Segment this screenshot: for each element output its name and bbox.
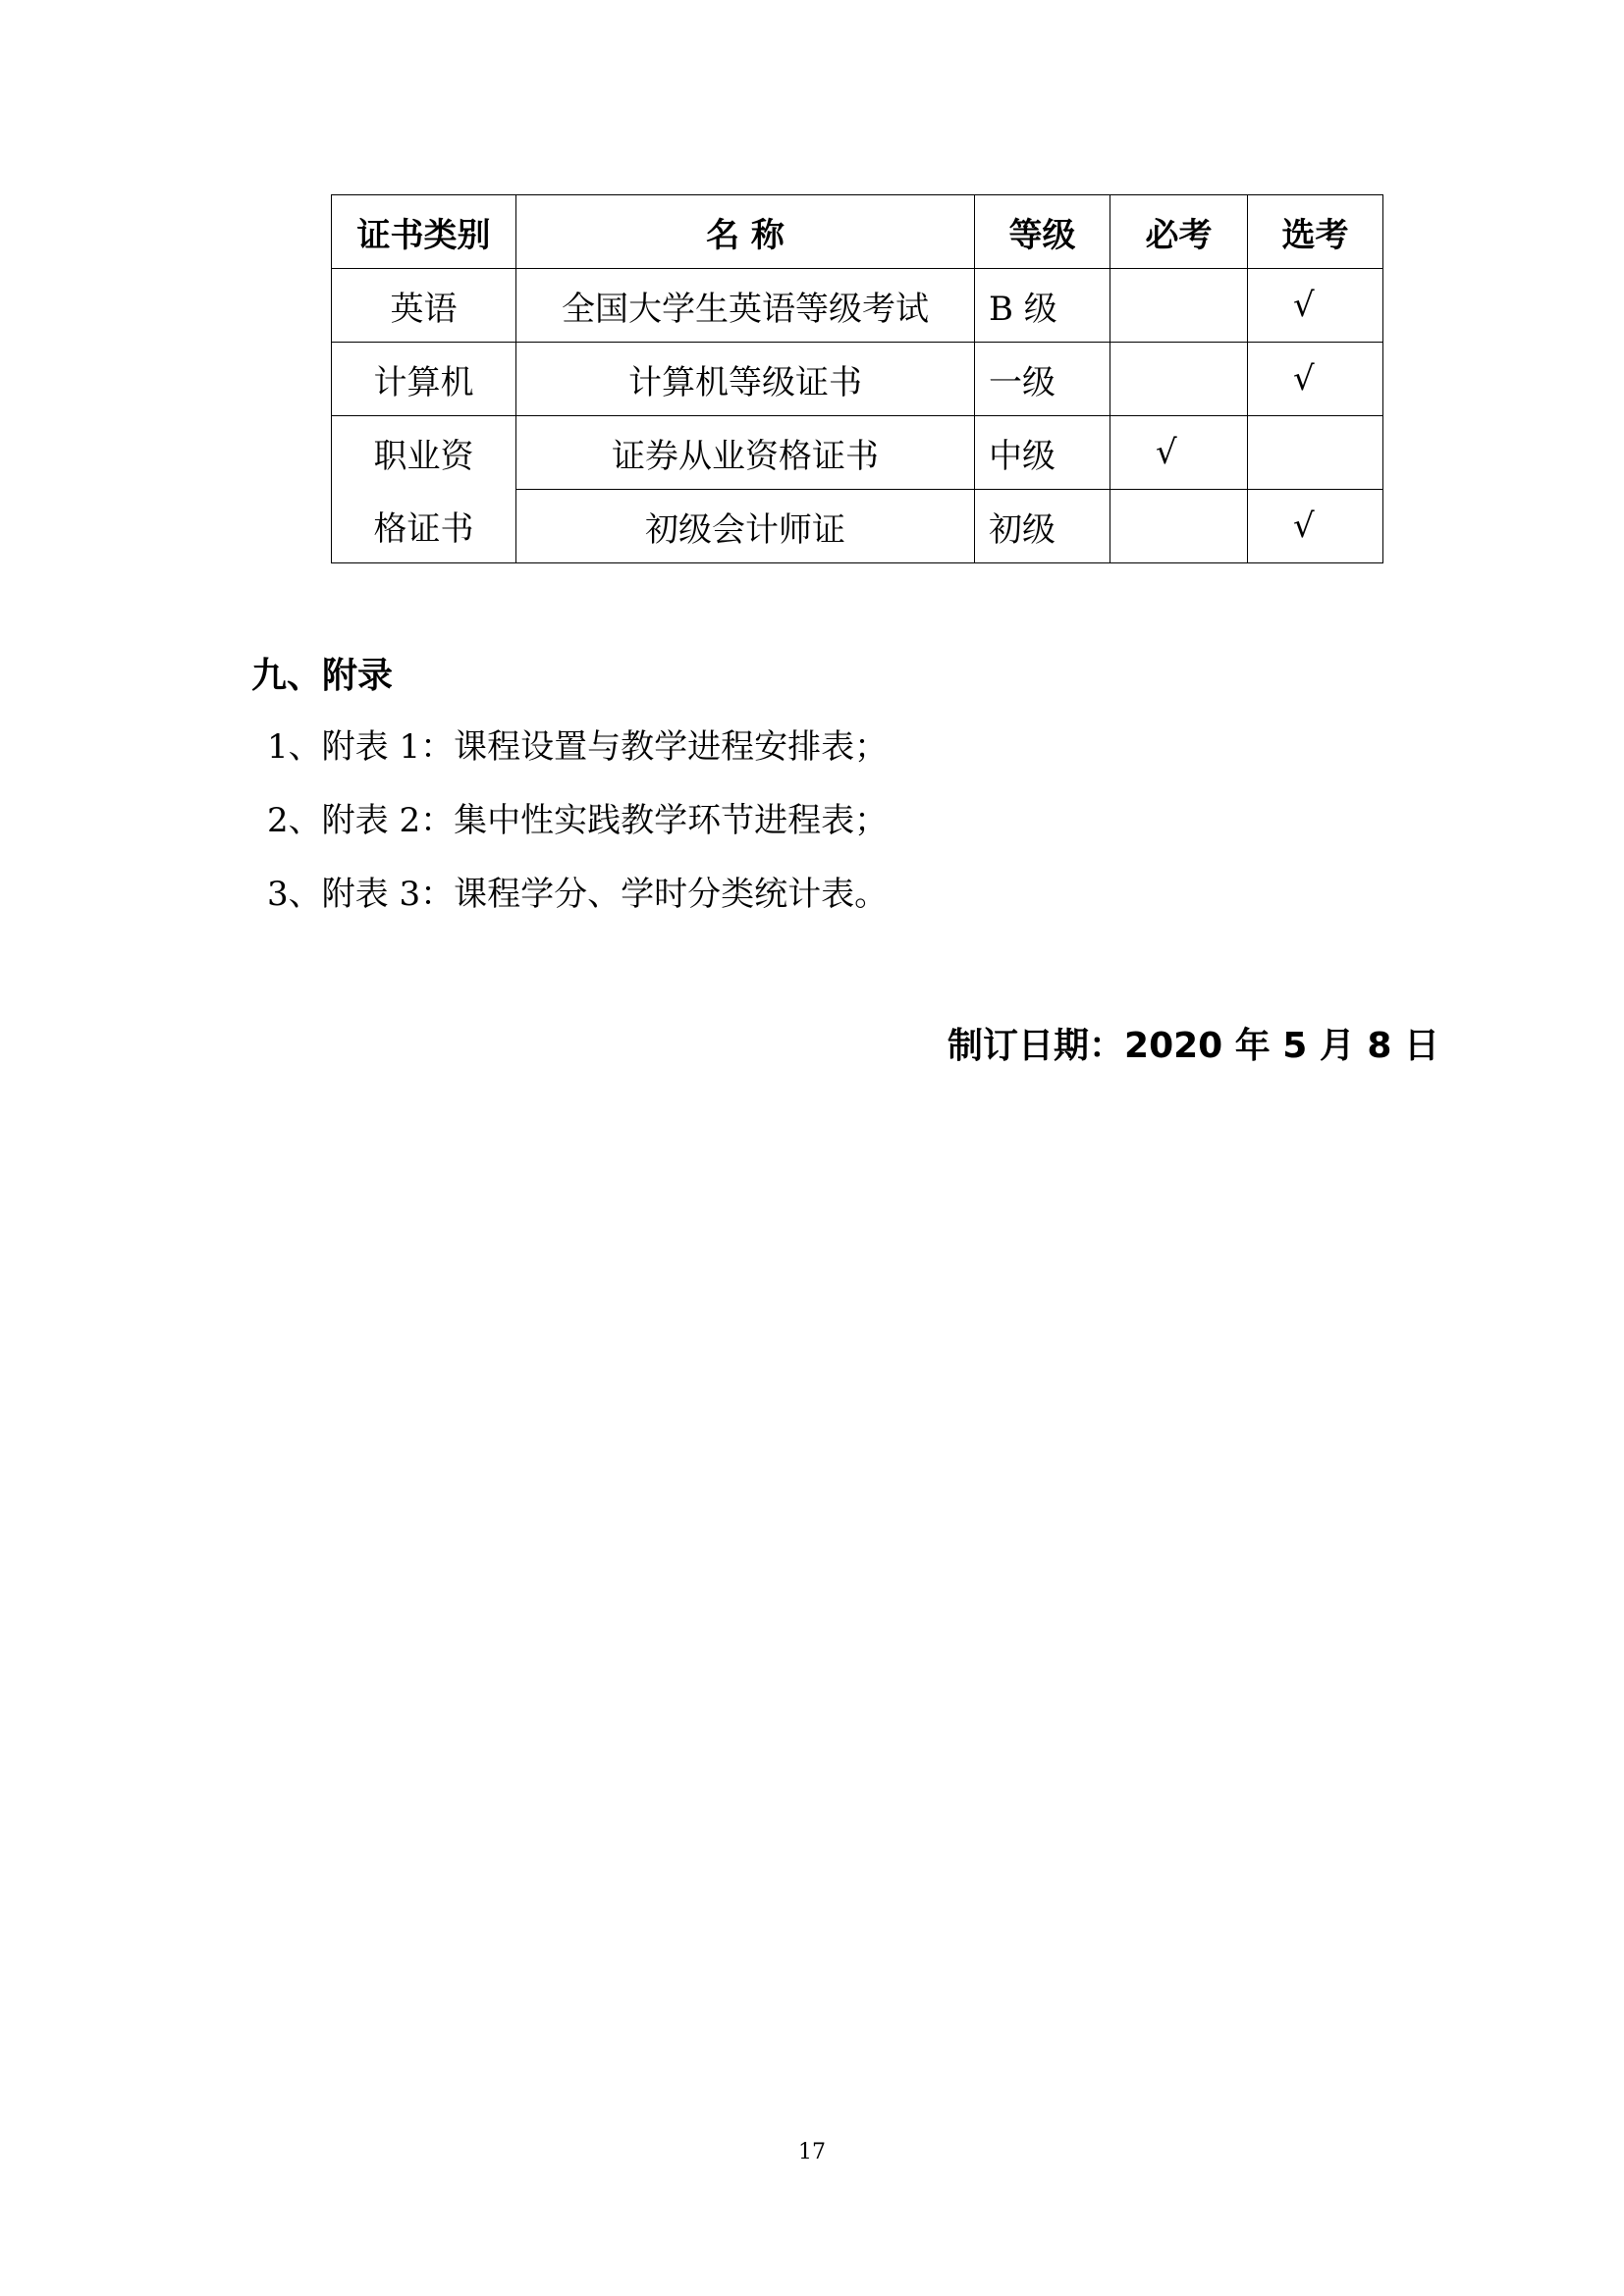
table-row	[332, 416, 1383, 490]
certificate-table	[331, 194, 1383, 563]
cell-elective: √	[1248, 490, 1383, 563]
appendix-item: 3、附表 3：课程学分、学时分类统计表。	[267, 875, 889, 914]
cell-required	[1110, 269, 1248, 343]
cell-level: 一级	[975, 343, 1110, 416]
table-row	[332, 269, 1383, 343]
cell-required: √	[1110, 416, 1248, 490]
cell-elective: √	[1248, 269, 1383, 343]
table-header-row	[332, 195, 1383, 269]
table-row	[332, 490, 1383, 563]
header-elective: 选考	[1248, 195, 1383, 269]
cell-category: 英语	[332, 269, 516, 343]
cell-required	[1110, 343, 1248, 416]
cell-required	[1110, 490, 1248, 563]
header-required: 必考	[1110, 195, 1248, 269]
header-level: 等级	[975, 195, 1110, 269]
cell-elective: √	[1248, 343, 1383, 416]
cell-name: 计算机等级证书	[516, 343, 975, 416]
cell-level: 中级	[975, 416, 1110, 490]
page-number: 17	[798, 2140, 826, 2164]
cell-category: 格证书	[332, 490, 516, 563]
header-category: 证书类别	[332, 195, 516, 269]
cell-level: 初级	[975, 490, 1110, 563]
cell-elective	[1248, 416, 1383, 490]
header-name: 名 称	[516, 195, 975, 269]
cell-name: 全国大学生英语等级考试	[516, 269, 975, 343]
appendix-item: 1、附表 1：课程设置与教学进程安排表；	[267, 727, 889, 767]
appendix-title: 九、附录	[251, 656, 394, 696]
cell-name: 证券从业资格证书	[516, 416, 975, 490]
cell-level: B 级	[975, 269, 1110, 343]
appendix-item: 2、附表 2：集中性实践教学环节进程表；	[267, 801, 889, 840]
revision-date: 制订日期：2020 年 5 月 8 日	[947, 1026, 1439, 1066]
cell-category: 计算机	[332, 343, 516, 416]
cell-name: 初级会计师证	[516, 490, 975, 563]
cell-category: 职业资	[332, 416, 516, 490]
table-row	[332, 343, 1383, 416]
